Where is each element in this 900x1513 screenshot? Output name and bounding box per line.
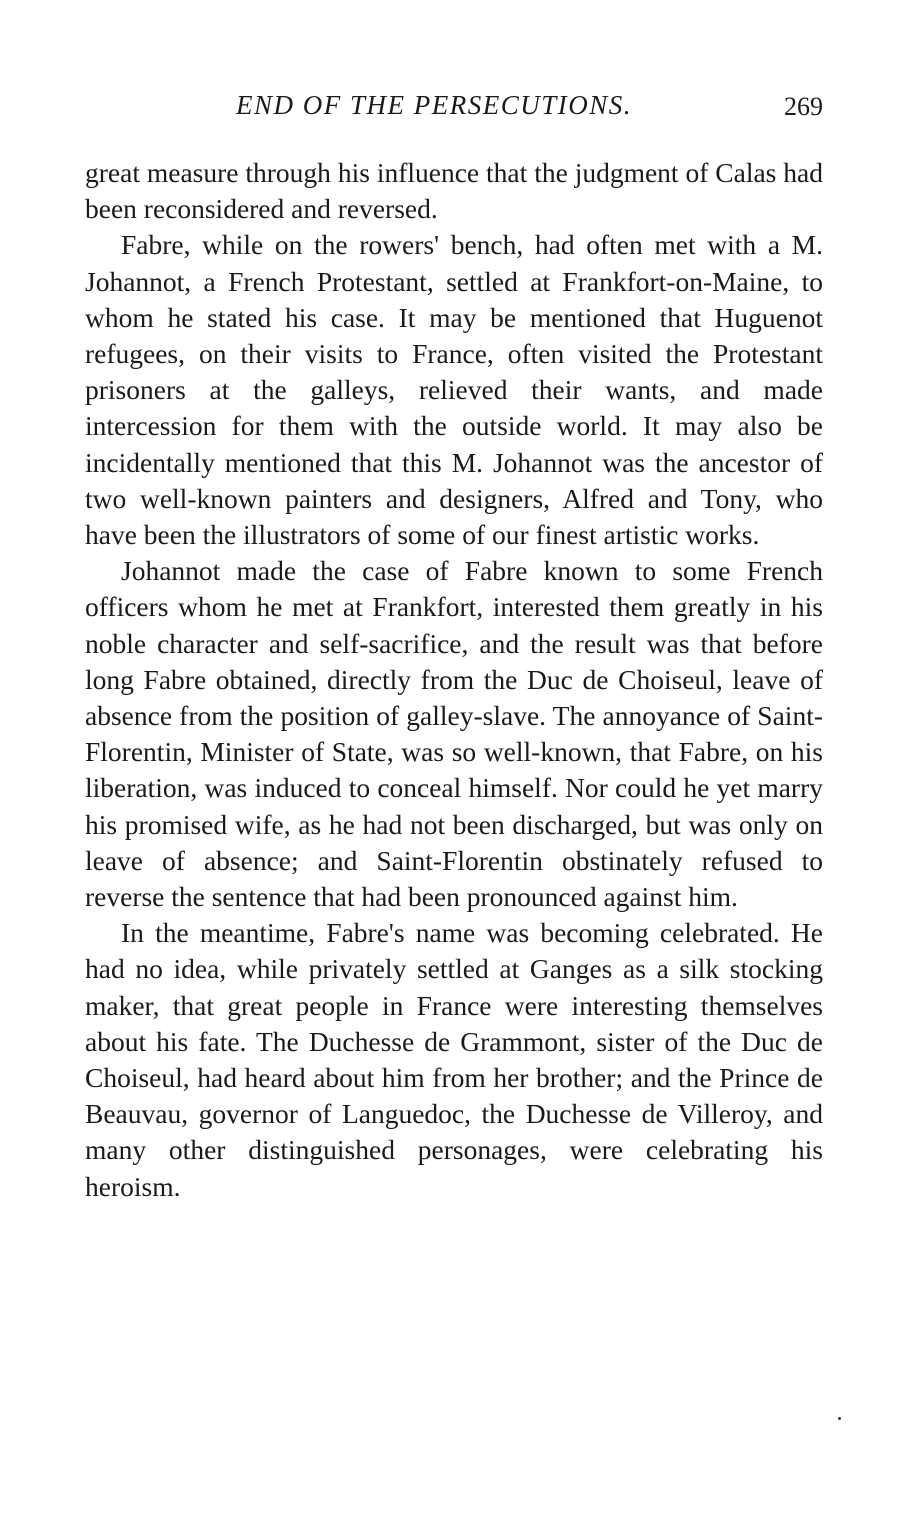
paragraph: Johannot made the case of Fabre known to some French officers whom he met at Frankfort, interested them greatly in his noble character and self-sacrifice, and the result was that before long Fabre obtained, directly from the Duc de Choiseul, leave of absence from the position of galley-slave. The annoyance of Saint-Florentin, Minister of State, was so well-known, that Fabre, on his liberation, was induced to conceal himself. Nor could he yet marry his promised wife, as he had not been discharged, but was only on leave of absence; and Saint-Florentin obstinately refused to reverse the sentence that had been pronounced against him. (85, 555, 823, 913)
body-text (85, 155, 823, 1205)
paragraph: In the meantime, Fabre's name was becoming celebrated. He had no idea, while privately settled at Ganges as a silk stocking maker, that great people in France were interesting themselves about his fate. The Duchesse de Grammont, sister of the Duc de Choiseul, had heard about him from her brother; and the Prince de Beauvau, governor of Languedoc, the Duchesse de Villeroy, and many other distinguished personages, were celebrating his heroism. (85, 917, 823, 1202)
running-head (85, 90, 823, 130)
print-speck (838, 1417, 841, 1420)
page-number: 269 (784, 92, 823, 121)
paragraph: Fabre, while on the rowers' bench, had often met with a M. Johannot, a French Protestant, settled at Frankfort-on-Maine, to whom he stated his case. It may be mentioned that Huguenot refugees, on their visits to France, often visited the Protestant prisoners at the galleys, relieved their wants, and made intercession for them with the outside world. It may also be incidentally mentioned that this M. Johannot was the ancestor of two well-known painters and designers, Alfred and Tony, who have been the illustrators of some of our finest artistic works. (85, 229, 823, 551)
running-title: END OF THE PERSECUTIONS. (236, 90, 632, 120)
paragraph-continued: great measure through his influence that the judgment of Calas had been reconsidered and reversed. (85, 157, 823, 225)
